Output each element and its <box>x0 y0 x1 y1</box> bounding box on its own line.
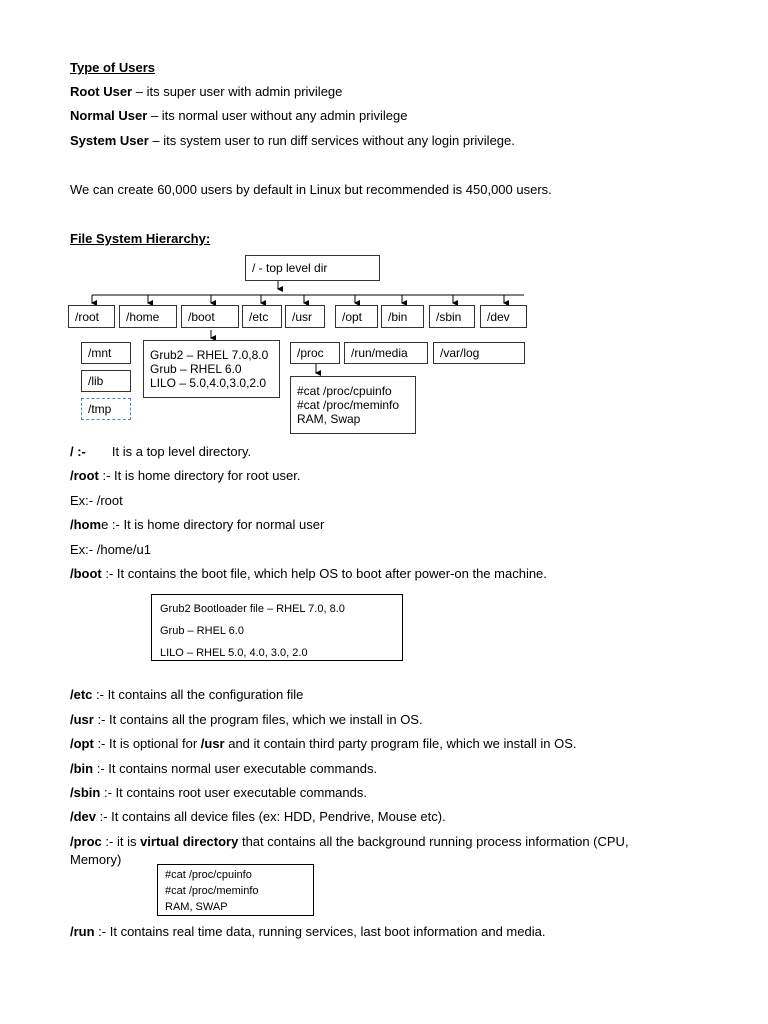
root-dir-label: /root <box>70 468 99 483</box>
slash-line <box>70 444 251 460</box>
diagram-dir-opt: /opt <box>335 305 378 328</box>
root-dir-line <box>70 468 300 484</box>
sbin-dir-label: /sbin <box>70 785 101 800</box>
proc-dir-line <box>70 834 629 850</box>
diagram-proc-line: #cat /proc/meminfo <box>297 398 400 412</box>
diagram-top-dir: / - top level dir <box>245 255 380 281</box>
diagram-dir-tmp: /tmp <box>81 398 131 420</box>
dev-dir-text: :- It contains all device files (ex: HDD, Pendrive, Mouse etc). <box>96 809 446 824</box>
proc-table-row: RAM, SWAP <box>165 901 228 913</box>
home-dir-label: /hom <box>70 517 102 532</box>
proc-table-row: #cat /proc/meminfo <box>165 885 259 897</box>
boot-table-row: Grub – RHEL 6.0 <box>160 625 244 637</box>
sbin-dir-line <box>70 785 367 801</box>
fsh-heading: File System Hierarchy: <box>70 231 211 246</box>
proc-dir-text-1: :- it is <box>101 834 141 849</box>
diagram-boot-loaders <box>143 340 280 398</box>
boot-dir-line <box>70 566 547 582</box>
diagram-dir-proc: /proc <box>290 342 340 364</box>
opt-usr-ref: /usr <box>200 736 225 751</box>
system-user-text: – its system user to run diff services without any login privilege. <box>148 133 515 148</box>
usr-dir-line <box>70 712 423 728</box>
diagram-proc-line: #cat /proc/cpuinfo <box>297 384 392 398</box>
system-user-label: System User <box>70 133 149 148</box>
fsh-diagram <box>68 255 532 440</box>
diagram-dir-usr: /usr <box>285 305 325 328</box>
root-example: Ex:- /root <box>70 493 123 508</box>
diagram-dir-sbin: /sbin <box>429 305 475 328</box>
user-limit-text: We can create 60,000 users by default in Linux but recommended is 450,000 users. <box>70 182 552 197</box>
bin-dir-label: /bin <box>70 761 94 776</box>
etc-dir-line <box>70 687 303 703</box>
diagram-dir-var-log: /var/log <box>433 342 525 364</box>
slash-text: It is a top level directory. <box>111 444 252 459</box>
run-dir-text: :- It contains real time data, running services, last boot information and media. <box>94 924 546 939</box>
proc-dir-label: /proc <box>70 834 102 849</box>
root-user-line <box>70 84 342 100</box>
root-dir-text: :- It is home directory for root user. <box>98 468 301 483</box>
diagram-dir-mnt: /mnt <box>81 342 131 364</box>
diagram-proc-commands <box>290 376 416 434</box>
root-user-text: – its super user with admin privilege <box>132 84 343 99</box>
normal-user-label: Normal User <box>70 108 148 123</box>
diagram-boot-line: LILO – 5.0,4.0,3.0,2.0 <box>150 376 267 390</box>
run-dir-line <box>70 924 545 940</box>
diagram-dir-bin: /bin <box>381 305 424 328</box>
home-example: Ex:- /home/u1 <box>70 542 151 557</box>
users-heading: Type of Users <box>70 60 156 75</box>
dev-dir-label: /dev <box>70 809 97 824</box>
proc-table <box>157 864 314 916</box>
usr-dir-text: :- It contains all the program files, which we install in OS. <box>93 712 423 727</box>
dev-dir-line <box>70 809 446 825</box>
proc-table-row: #cat /proc/cpuinfo <box>165 869 252 881</box>
bin-dir-text: :- It contains normal user executable commands. <box>93 761 378 776</box>
opt-dir-text-2: and it contain third party program file, which we install in OS. <box>224 736 577 751</box>
slash-label: / :- <box>70 444 86 459</box>
root-user-label: Root User <box>70 84 133 99</box>
boot-dir-label: /boot <box>70 566 102 581</box>
opt-dir-label: /opt <box>70 736 94 751</box>
proc-dir-text-2: that contains all the background running process information (CPU, <box>238 834 629 849</box>
diagram-boot-line: Grub2 – RHEL 7.0,8.0 <box>150 348 269 362</box>
diagram-dir-home: /home <box>119 305 177 328</box>
home-dir-text: :- It is home directory for normal user <box>108 517 325 532</box>
opt-dir-text-1: :- It is optional for <box>93 736 201 751</box>
boot-table-row: LILO – RHEL 5.0, 4.0, 3.0, 2.0 <box>160 647 308 659</box>
bin-dir-line <box>70 761 377 777</box>
diagram-dir-boot: /boot <box>181 305 239 328</box>
diagram-dir-lib: /lib <box>81 370 131 392</box>
usr-dir-label: /usr <box>70 712 94 727</box>
home-dir-label-tail: e <box>101 517 109 532</box>
sbin-dir-text: :- It contains root user executable commands. <box>100 785 367 800</box>
normal-user-line <box>70 108 407 124</box>
diagram-boot-line: Grub – RHEL 6.0 <box>150 362 242 376</box>
diagram-dir-dev: /dev <box>480 305 527 328</box>
boot-table <box>151 594 403 661</box>
proc-virtual-term: virtual directory <box>140 834 239 849</box>
diagram-dir-etc: /etc <box>242 305 282 328</box>
etc-dir-label: /etc <box>70 687 93 702</box>
diagram-dir-run-media: /run/media <box>344 342 428 364</box>
system-user-line <box>70 133 515 149</box>
run-dir-label: /run <box>70 924 95 939</box>
normal-user-text: – its normal user without any admin privilege <box>147 108 408 123</box>
boot-dir-text: :- It contains the boot file, which help OS to boot after power-on the machine. <box>101 566 547 581</box>
opt-dir-line <box>70 736 577 752</box>
home-dir-line <box>70 517 324 533</box>
diagram-dir-root: /root <box>68 305 115 328</box>
diagram-proc-line: RAM, Swap <box>297 412 361 426</box>
etc-dir-text: :- It contains all the configuration file <box>92 687 304 702</box>
proc-dir-text-3: Memory) <box>70 852 122 867</box>
boot-table-row: Grub2 Bootloader file – RHEL 7.0, 8.0 <box>160 603 345 615</box>
